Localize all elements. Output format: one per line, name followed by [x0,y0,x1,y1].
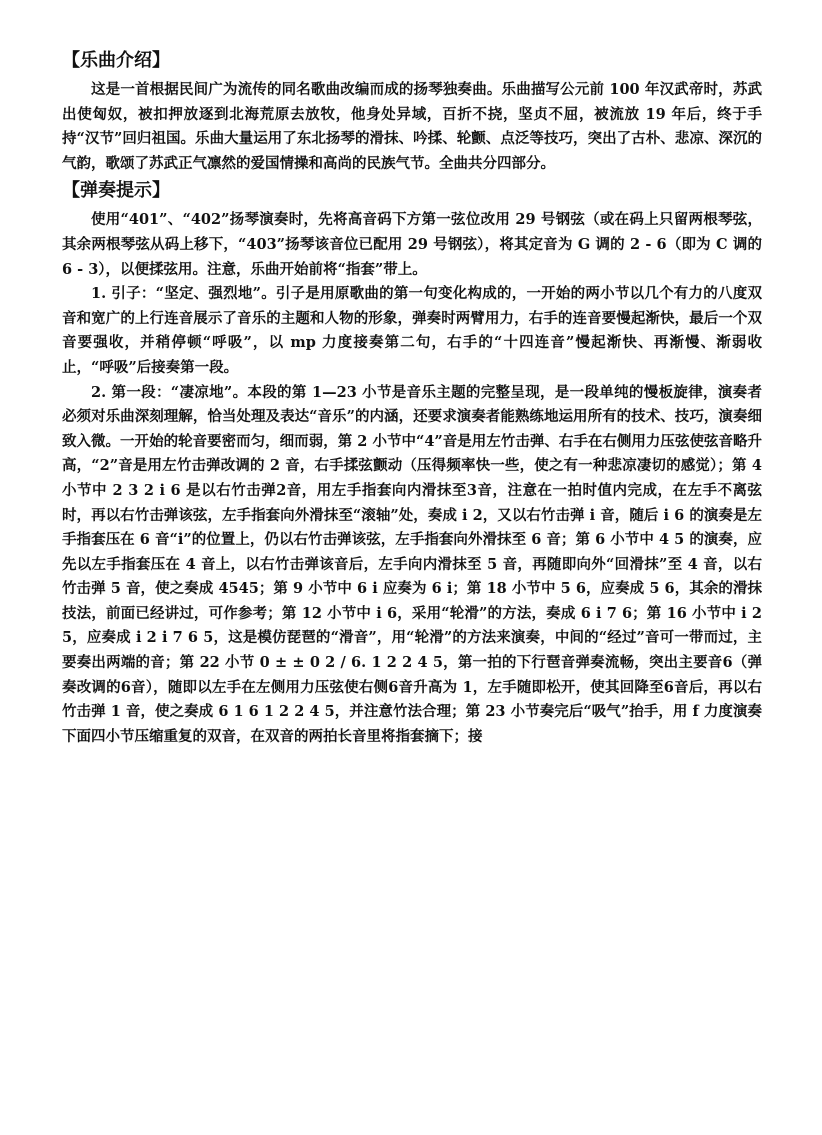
tips-paragraph-section-one: 2. 第一段：“凄凉地”。本段的第 1—23 小节是音乐主题的完整呈现，是一段单纯的慢板旋律，演奏者必须对乐曲深刻理解，恰当处理及表达“音乐”的内涵，还要求演奏者能熟练地运用所有的技术、技巧，演奏细致入微。一开始的轮音要密而匀，细而弱，第 2 小节中“4”音是用左竹击弹、右手在右侧用力压弦使弦音略升高，“2”音是用左竹击弹改调的 2 音，右手揉弦颤动（压得频率快一些，使之有一种悲凉凄切的感觉）；第 4 小节中 2 3 2 i 6 是以右竹击弹2音，用左手指套向内滑抹至3音，注意在一拍时值内完成，在左手不离弦时，再以右竹击弹该弦，左手指套向外滑抹至“滚轴”处，奏成 i 2，又以右竹击弹 i 音，随后 i 6 的演奏是左手指套压在 6 音“i”的位置上，仍以右竹击弹该弦，左手指套向外滑抹至 6 音；第 6 小节中 4 5 的演奏，应先以左手指套压在 4 音上，以右竹击弹该音后，左手向内滑抹至 5 音，再随即向外“回滑抹”至 4 音，以右竹击弹 5 音，使之奏成 4545；第 9 小节中 6 i 应奏为 6 i；第 18 小节中 5 6，应奏成 5 6，其余的滑抹技法，前面已经讲过，可作参考；第 12 小节中 i 6，采用“轮滑”的方法，奏成 6 i 7 6；第 16 小节中 i 2 5，应奏成 i 2 i 7 6 5，这是模仿琵琶的“滑音”，用“轮滑”的方法来演奏，中间的“经过”音可一带而过，主要奏出两端的音；第 22 小节 0 ± ± 0 2 / 6. 1 2 2 4 5，第一拍的下行琶音弹奏流畅，突出主要音6（弹奏改调的6音），随即以左手在左侧用力压弦使右侧6音升高为 1，左手随即松开，使其回降至6音后，再以右竹击弹 1 音，使之奏成 6 1 6 1 2 2 4 5，并注意竹法合理；第 23 小节奏完后“吸气”抬手，用 f 力度演奏下面四小节压缩重复的双音，在双音的两拍长音里将指套摘下；接 [62,383,762,745]
document-page [62,46,762,749]
section-heading-intro: 【乐曲介绍】 [62,50,170,71]
tips-paragraph-intro: 1. 引子：“坚定、强烈地”。引子是用原歌曲的第一句变化构成的，一开始的两小节以几个有力的八度双音和宽广的上行连音展示了音乐的主题和人物的形象，弹奏时两臂用力，右手的连音要慢起渐快，最后一个双音要强收，并稍停顿“呼吸”，以 mp 力度接奏第二句，右手的“十四连音”慢起渐快、再渐慢、渐弱收止，“呼吸”后接奏第一段。 [62,285,762,376]
section-heading-tips: 【弹奏提示】 [62,180,170,202]
tips-paragraph-tuning: 使用“401”、“402”扬琴演奏时，先将高音码下方第一弦位改用 29 号钢弦（或在码上只留两根琴弦，其余两根琴弦从码上移下，“403”扬琴该音位已配用 29 号钢弦），将其定音为 G 调的 2 - 6（即为 C 调的 6 - 3），以便揉弦用。注意，乐曲开始前将“指套”带上。 [62,211,762,278]
intro-paragraph: 这是一首根据民间广为流传的同名歌曲改编而成的扬琴独奏曲。乐曲描写公元前 100 年汉武帝时，苏武出使匈奴，被扣押放逐到北海荒原去放牧，他身处异域，百折不挠，坚贞不屈，被流放 19 年后，终于手持“汉节”回归祖国。乐曲大量运用了东北扬琴的滑抹、吟揉、轮颤、点泛等技巧，突出了古朴、悲凉、深沉的气韵，歌颂了苏武正气凛然的爱国情操和高尚的民族气节。全曲共分四部分。 [62,81,762,172]
